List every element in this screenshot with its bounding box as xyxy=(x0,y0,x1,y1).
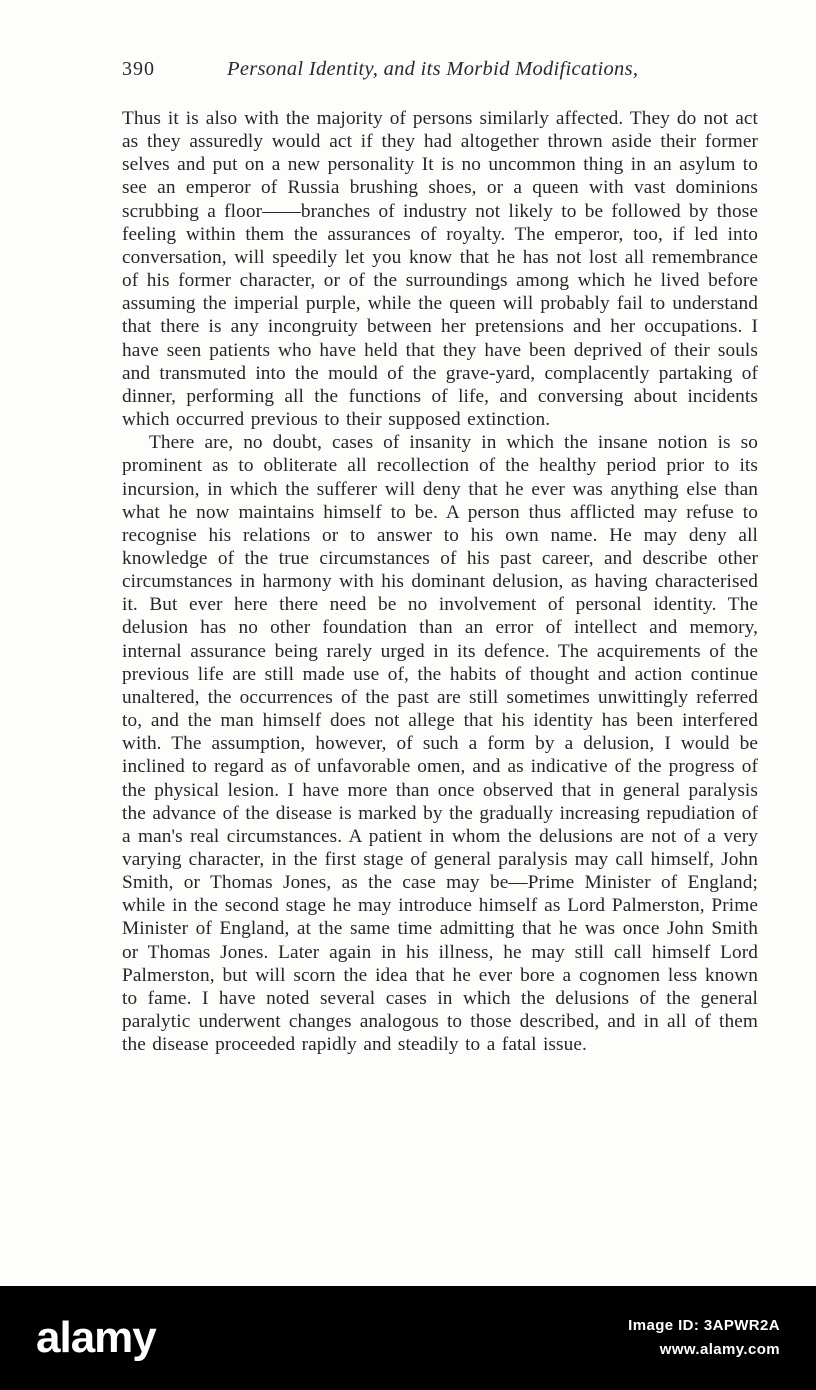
watermark-url: www.alamy.com xyxy=(659,1341,780,1358)
running-title: Personal Identity, and its Morbid Modifications, xyxy=(227,58,639,80)
image-id-text: Image ID: 3APWR2A xyxy=(628,1317,780,1334)
watermark-bar xyxy=(0,1286,816,1390)
page-number: 390 xyxy=(122,58,155,80)
page-header xyxy=(122,58,758,81)
paragraph: There are, no doubt, cases of insanity in which the insane notion is so prominent as to obliterate all recollection of the healthy period prior to its incursion, in which the sufferer will deny that he ever was anything else than what he now maintains himself to be. A person thus afflicted may refuse to recognise his relations or to answer to his own name. He may deny all knowledge of the true circumstances of his past career, and describe other circumstances in harmony with his dominant delusion, as having characterised it. But ever here there need be no involvement of personal identity. The delusion has no other foundation than an error of intellect and memory, internal assurance being rarely urged in its defence. The acquirements of the previous life are still made use of, the habits of thought and action continue unaltered, the occurrences of the past are still sometimes unwittingly referred to, and the man himself does not allege that his identity has been interfered with. The assumption, however, of such a form by a delusion, I would be inclined to regard as of unfavorable omen, and as indicative of the progress of the physical lesion. I have more than once observed that in general paralysis the advance of the disease is marked by the gradually increasing repudiation of a man's real circumstances. A patient in whom the delusions are not of a very varying character, in the first stage of general paralysis may call himself, John Smith, or Thomas Jones, as the case may be—Prime Minister of England; while in the second stage he may introduce himself as Lord Palmerston, Prime Minister of England, at the same time admitting that he was once John Smith or Thomas Jones. Later again in his illness, he may still call himself Lord Palmerston, but will scorn the idea that he ever bore a cognomen less known to fame. I have noted several cases in which the delusions of the general paralytic underwent changes analogous to those described, and in all of them the disease proceeded rapidly and steadily to a fatal issue. xyxy=(122,432,758,1056)
alamy-logo: alamy xyxy=(36,1313,156,1362)
watermark-meta xyxy=(628,1314,780,1362)
paragraph: Thus it is also with the majority of persons similarly affected. They do not act as they assuredly would act if they had altogether thrown aside their former selves and put on a new personality It is no uncommon thing in an asylum to see an emperor of Russia brushing shoes, or a queen with vast dominions scrubbing a floor——branches of industry not likely to be followed by those feeling within them the assurances of royalty. The emperor, too, if led into conversation, will speedily let you know that he has not lost all remembrance of his former character, or of the surroundings among which he lived before assuming the imperial purple, while the queen will probably fail to understand that there is any incongruity between her pretensions and her occupations. I have seen patients who have held that they have been deprived of their souls and transmuted into the mould of the grave-yard, complacently partaking of dinner, performing all the functions of life, and conversing about incidents which occurred previous to their supposed extinction. xyxy=(122,108,758,431)
page-content xyxy=(122,58,758,1056)
body-text xyxy=(122,107,758,1056)
